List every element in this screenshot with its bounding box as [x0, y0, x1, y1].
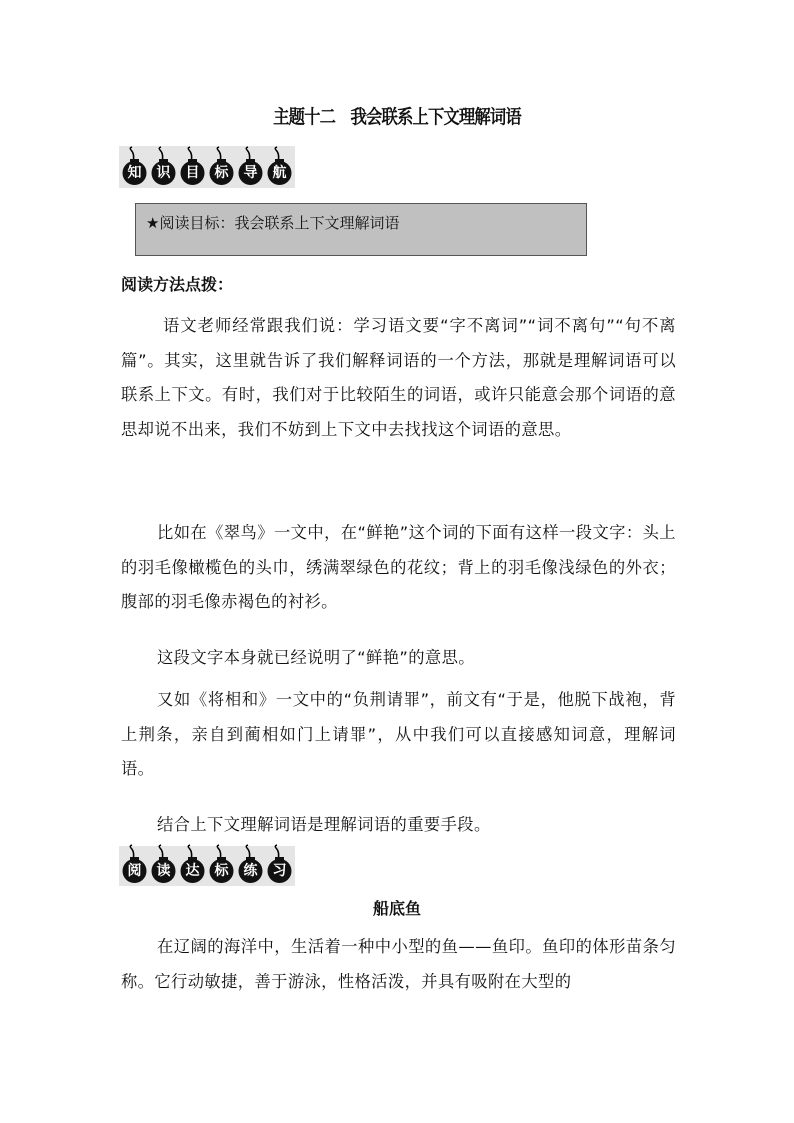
bomb-icon — [121, 844, 148, 884]
bomb-icon — [208, 146, 235, 186]
reading-title: 船底鱼 — [372, 899, 421, 918]
banner-char: 习 — [272, 863, 287, 879]
paragraph: 结合上下文理解词语是理解词语的重要手段。 — [157, 815, 491, 834]
bomb-icon — [150, 844, 177, 884]
section-banner-practice — [121, 844, 293, 884]
page-title: 主题十二 我会联系上下文理解词语 — [273, 106, 521, 128]
banner-char: 目 — [185, 165, 200, 181]
reading-goal-box — [135, 203, 587, 256]
paragraph: 语文老师经常跟我们说：学习语文要“字不离词”“词不离句”“句不离篇”。其实，这里就告诉了我们解释词语的一个方法，那就是理解词语可以联系上下文。有时，我们对于比较陌生的词语，或许只能意会那个词语的意思却说不出来，我们不妨到上下文中去找找这个词语的意思。 — [121, 316, 676, 439]
banner-char: 知 — [127, 165, 142, 181]
banner-char: 达 — [185, 863, 200, 879]
bomb-icon — [237, 844, 264, 884]
paragraph: 又如《将相和》一文中的“负荆请罪”，前文有“于是，他脱下战袍，背上荆条，亲自到蔺相如门上请罪”，从中我们可以直接感知词意，理解词语。 — [121, 690, 676, 778]
bomb-icon — [266, 844, 293, 884]
banner-char: 标 — [214, 165, 229, 181]
paragraph: 比如在《翠鸟》一文中，在“鲜艳”这个词的下面有这样一段文字：头上的羽毛像橄榄色的头巾，绣满翠绿色的花纹；背上的羽毛像浅绿色的外衣；腹部的羽毛像赤褐色的衬衫。 — [121, 523, 676, 611]
banner-char: 航 — [272, 165, 287, 181]
banner-char: 识 — [156, 165, 171, 181]
banner-char: 练 — [243, 863, 258, 879]
reading-goal-text: ★阅读目标：我会联系上下文理解词语 — [146, 214, 400, 232]
bomb-icon — [208, 844, 235, 884]
bomb-icon — [150, 146, 177, 186]
bomb-icon — [266, 146, 293, 186]
method-heading: 阅读方法点拨： — [121, 275, 234, 294]
reading-paragraph: 在辽阔的海洋中，生活着一种中小型的鱼——鱼印。鱼印的体形苗条匀称。它行动敏捷，善于游泳，性格活泼，并具有吸附在大型的 — [121, 937, 676, 991]
paragraph: 这段文字本身就已经说明了“鲜艳”的意思。 — [157, 648, 475, 667]
bomb-icon — [179, 146, 206, 186]
banner-char: 导 — [243, 165, 258, 181]
bomb-icon — [121, 146, 148, 186]
banner-char: 标 — [214, 863, 229, 879]
bomb-icon — [237, 146, 264, 186]
banner-char: 阅 — [127, 863, 142, 879]
banner-char: 读 — [156, 863, 171, 879]
bomb-icon — [179, 844, 206, 884]
section-banner-knowledge — [121, 146, 293, 186]
